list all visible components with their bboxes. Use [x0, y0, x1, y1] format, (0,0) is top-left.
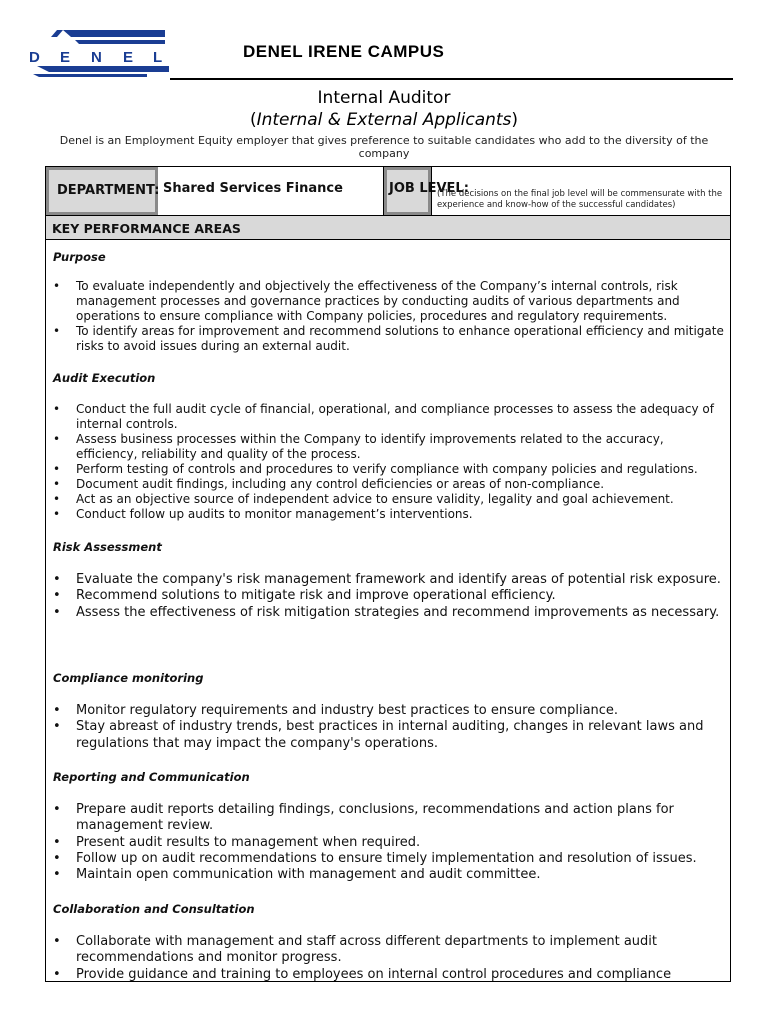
list-item-text: Present audit results to management when required.: [76, 834, 421, 850]
list-item: [53, 802, 725, 835]
list-item-text: Assess the effectiveness of risk mitigation strategies and recommend improvements as necessary.: [76, 604, 720, 620]
svg-text:E: E: [123, 49, 134, 66]
list-item: [53, 719, 725, 752]
list-item-text: Act as an objective source of independent advice to ensure validity, legality and goal achievement.: [76, 492, 674, 506]
svg-text:N: N: [91, 49, 102, 66]
bullet-icon: •: [53, 802, 61, 817]
list-item: [53, 967, 725, 983]
job-title: Internal Auditor: [317, 88, 451, 108]
list-item: [53, 867, 725, 883]
header-rule: [170, 78, 733, 80]
bullet-icon: •: [53, 867, 61, 883]
list-item-text: Evaluate the company's risk management framework and identify areas of potential risk exposure.: [76, 572, 721, 587]
list-item: [53, 462, 725, 477]
list-item: [53, 588, 725, 604]
denel-logo: [27, 28, 169, 78]
bullet-icon: •: [53, 850, 61, 866]
subtitle-open-paren: (: [249, 110, 257, 130]
job-description-frame: [45, 166, 731, 982]
compliance-monitoring-list: [53, 703, 725, 752]
reporting-list: [53, 802, 725, 883]
section-heading-compliance-monitoring: Compliance monitoring: [53, 671, 204, 685]
section-heading-collaboration: Collaboration and Consultation: [53, 902, 255, 916]
list-item: [53, 605, 725, 621]
list-item-text: Document audit findings, including any control deficiencies or areas of non-compliance.: [76, 477, 605, 491]
bullet-icon: •: [53, 934, 61, 949]
section-heading-reporting: Reporting and Communication: [53, 770, 250, 784]
list-item-text: Provide guidance and training to employees on internal control procedures and compliance: [76, 966, 672, 982]
bullet-icon: •: [53, 572, 61, 587]
list-item-text: Monitor regulatory requirements and industry best practices to ensure compliance.: [76, 703, 619, 718]
bullet-icon: •: [53, 492, 61, 506]
bullet-icon: •: [53, 507, 61, 521]
department-label: DEPARTMENT:: [46, 167, 158, 215]
list-item: [53, 492, 725, 507]
purpose-list: [53, 279, 725, 354]
list-item-text: Conduct the full audit cycle of financial, operational, and compliance processes to assess the adequacy of internal controls.: [76, 402, 714, 431]
section-heading-risk-assessment: Risk Assessment: [53, 540, 162, 554]
department-value: Shared Services Finance: [158, 167, 384, 215]
job-level-note: (The decisions on the final job level will be commensurate with the experience and know-how of the successful candidates): [431, 167, 730, 215]
bullet-icon: •: [53, 279, 61, 293]
campus-title: DENEL IRENE CAMPUS: [243, 42, 445, 61]
list-item: [53, 851, 725, 867]
bullet-icon: •: [53, 462, 61, 476]
list-item-text: Stay abreast of industry trends, best practices in internal auditing, changes in relevant laws and regulations that may impact the company's operations.: [76, 719, 704, 751]
list-item-text: Maintain open communication with management and audit committee.: [76, 867, 541, 883]
bullet-icon: •: [53, 703, 61, 718]
collaboration-list: [53, 934, 725, 983]
risk-assessment-list: [53, 572, 725, 621]
list-item-text: To identify areas for improvement and recommend solutions to enhance operational efficiency and mitigate risks to avoid issues during an external audit.: [76, 324, 724, 353]
list-item-text: Follow up on audit recommendations to ensure timely implementation and resolution of issues.: [76, 850, 697, 866]
job-level-label: JOB LEVEL:: [389, 181, 469, 196]
document-header: [0, 0, 768, 80]
bullet-icon: •: [53, 432, 61, 446]
bullet-icon: •: [53, 588, 61, 604]
subtitle-close-paren: ): [511, 110, 519, 130]
svg-text:E: E: [60, 49, 71, 66]
list-item-text: Recommend solutions to mitigate risk and improve operational efficiency.: [76, 588, 556, 604]
bullet-icon: •: [53, 719, 61, 735]
bullet-icon: •: [53, 324, 61, 338]
list-item-text: Assess business processes within the Company to identify improvements related to the accuracy, efficiency, reliability and quality of the process.: [76, 432, 664, 461]
equity-statement: Denel is an Employment Equity employer that gives preference to suitable candidates who add to the diversity of the company: [59, 134, 709, 160]
audit-execution-list: [53, 402, 725, 522]
list-item: [53, 432, 725, 462]
subtitle-text: Internal & External Applicants: [256, 110, 512, 130]
list-item-text: Collaborate with management and staff across different departments to implement audit recommendations and monitor progress.: [76, 934, 657, 966]
list-item: [53, 477, 725, 492]
job-subtitle: [0, 110, 768, 130]
list-item: [53, 324, 725, 354]
bullet-icon: •: [53, 477, 61, 491]
kpa-heading: KEY PERFORMANCE AREAS: [46, 216, 730, 240]
list-item: [53, 402, 725, 432]
list-item-text: Conduct follow up audits to monitor management’s interventions.: [76, 507, 473, 521]
bullet-icon: •: [53, 402, 61, 416]
section-heading-purpose: Purpose: [53, 250, 106, 264]
svg-text:D: D: [29, 49, 40, 66]
section-heading-audit-execution: Audit Execution: [53, 371, 156, 385]
bullet-icon: •: [53, 966, 61, 982]
svg-text:L: L: [153, 49, 163, 66]
list-item-text: To evaluate independently and objectively the effectiveness of the Company’s internal controls, risk management processes and governance practices by conducting audits of various departments and operations to ensure compliance with Company policies, procedures and regulatory requirements.: [76, 279, 680, 323]
bullet-icon: •: [53, 834, 61, 850]
bullet-icon: •: [53, 604, 61, 620]
list-item: [53, 572, 725, 588]
job-info-row: [46, 167, 730, 216]
list-item: [53, 835, 725, 851]
list-item: [53, 934, 725, 967]
list-item: [53, 279, 725, 324]
list-item-text: Perform testing of controls and procedures to verify compliance with company policies and regulations.: [76, 462, 698, 476]
list-item: [53, 507, 725, 522]
list-item: [53, 703, 725, 719]
list-item-text: Prepare audit reports detailing findings, conclusions, recommendations and action plans for management review.: [76, 802, 674, 834]
